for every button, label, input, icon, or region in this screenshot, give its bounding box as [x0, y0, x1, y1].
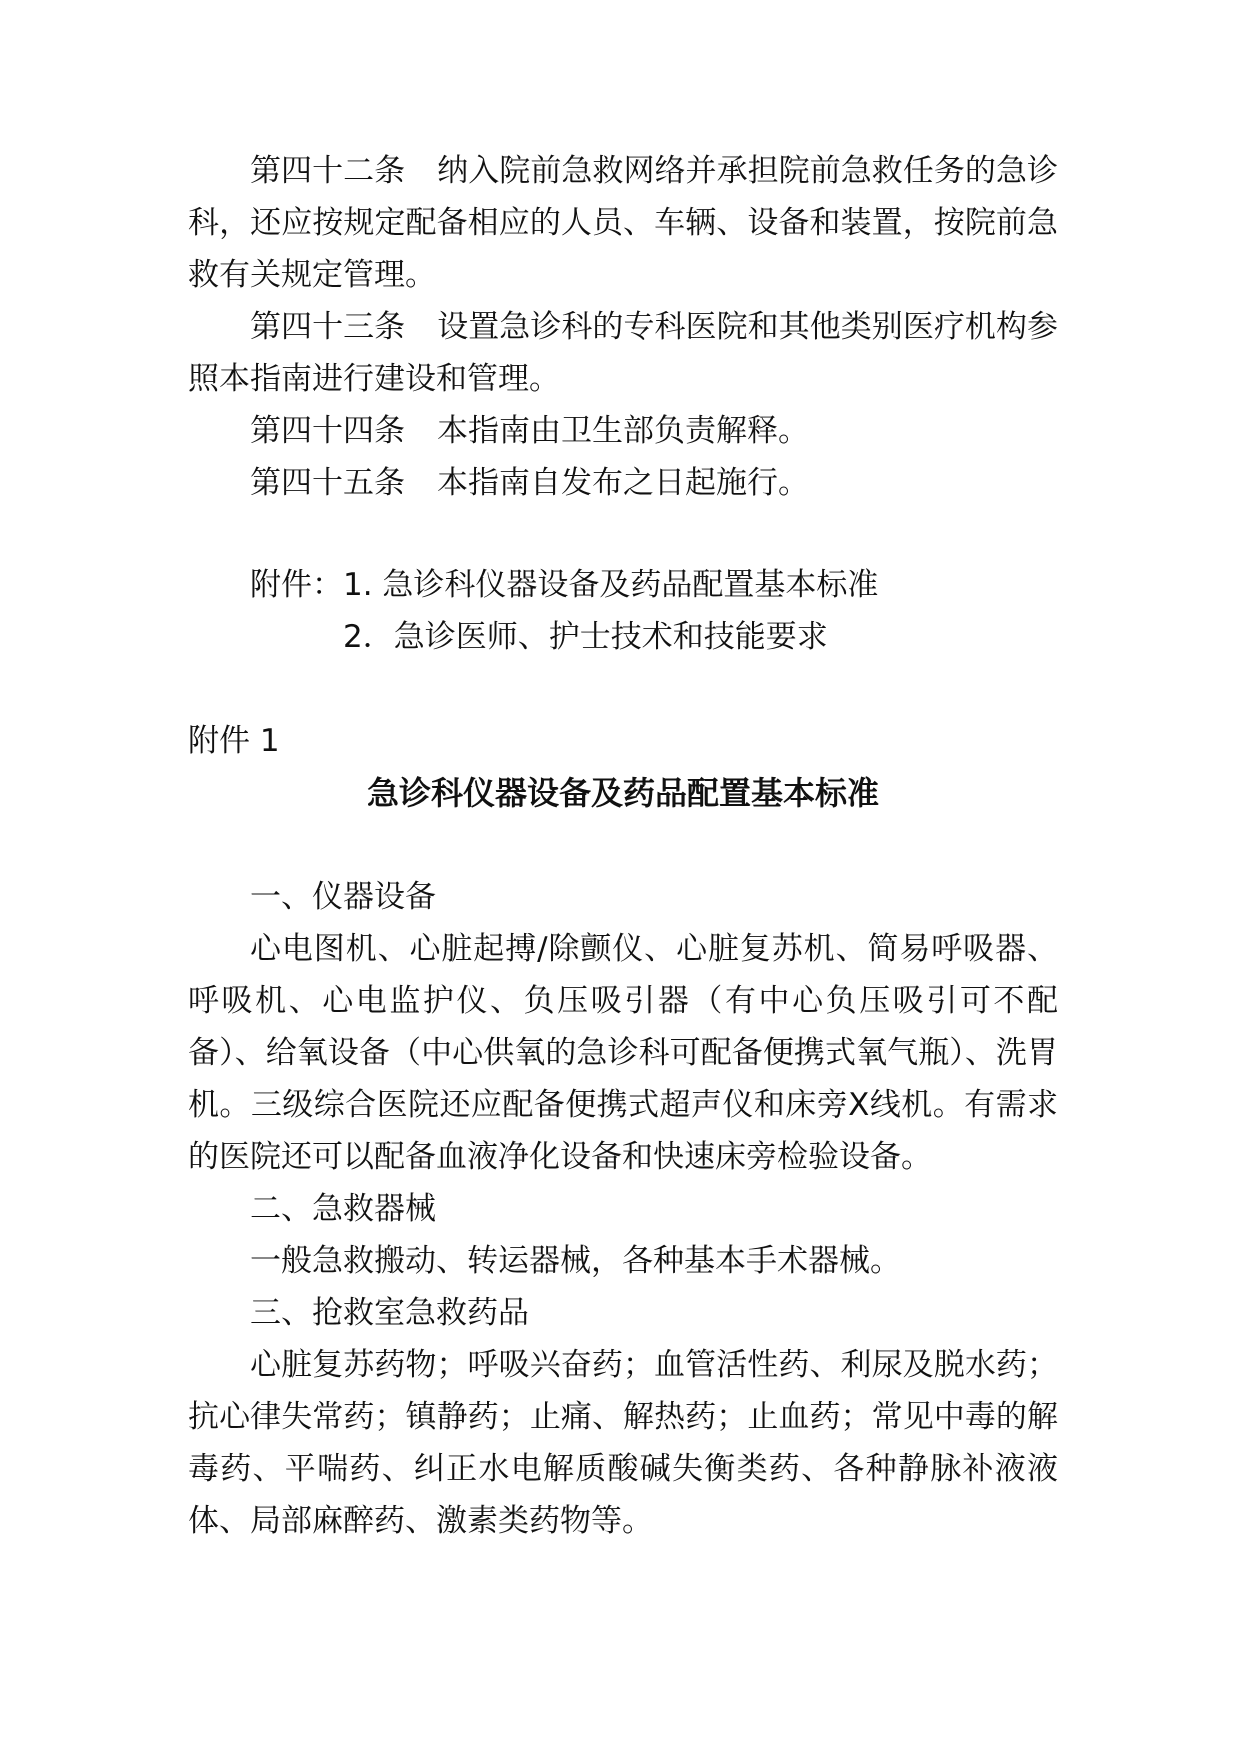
- appendix-label: 附件 1: [188, 723, 280, 759]
- section-body: 一般急救搬动、转运器械，各种基本手术器械。: [250, 1243, 901, 1279]
- article-label: 第四十三条: [250, 309, 406, 345]
- attachment-text: 1. 急诊科仪器设备及药品配置基本标准: [343, 567, 879, 603]
- article-text: 本指南由卫生部负责解释。: [437, 413, 809, 449]
- article-text: 设置急诊科的专科医院和其他类别医疗机构参照本指南进行建设和管理。: [188, 309, 1059, 397]
- attachment-item-1: [188, 559, 1058, 611]
- spacer: [188, 509, 1058, 559]
- section-body: 心电图机、心脏起搏/除颤仪、心脏复苏机、简易呼吸器、呼吸机、心电监护仪、负压吸引器（有中心负压吸引可不配备）、给氧设备（中心供氧的急诊科可配备便携式氧气瓶）、洗胃机。三级综合医院还应配备便携式超声仪和床旁X线机。有需求的医院还可以配备血液净化设备和快速床旁检验设备。: [188, 931, 1058, 1175]
- article-label: 第四十四条: [250, 413, 405, 449]
- attachment-item-2: [188, 611, 1058, 663]
- article-label: 第四十二条: [250, 153, 406, 189]
- section-heading: 二、急救器械: [250, 1191, 436, 1227]
- article-label: 第四十五条: [250, 465, 405, 501]
- attachment-text: 2．急诊医师、护士技术和技能要求: [343, 619, 828, 655]
- appendix-title: 急诊科仪器设备及药品配置基本标准: [366, 774, 879, 812]
- section-body: 心脏复苏药物；呼吸兴奋药；血管活性药、利尿及脱水药；抗心律失常药；镇静药；止痛、解热药；止血药；常见中毒的解毒药、平喘药、纠正水电解质酸碱失衡类药、各种静脉补液液体、局部麻醉药、激素类药物等。: [188, 1347, 1058, 1539]
- section-heading: 一、仪器设备: [250, 879, 436, 915]
- document-page: [188, 145, 1058, 1547]
- attachment-prefix: 附件：: [250, 567, 343, 603]
- spacer: [188, 819, 1058, 871]
- article-45: [188, 457, 1058, 509]
- article-text: 本指南自发布之日起施行。: [437, 465, 809, 501]
- article-43: [188, 301, 1058, 405]
- section-heading: 三、抢救室急救药品: [250, 1295, 529, 1331]
- article-text: 纳入院前急救网络并承担院前急救任务的急诊科，还应按规定配备相应的人员、车辆、设备和装置，按院前急救有关规定管理。: [188, 153, 1059, 293]
- article-42: [188, 145, 1058, 301]
- article-44: [188, 405, 1058, 457]
- spacer: [188, 663, 1058, 715]
